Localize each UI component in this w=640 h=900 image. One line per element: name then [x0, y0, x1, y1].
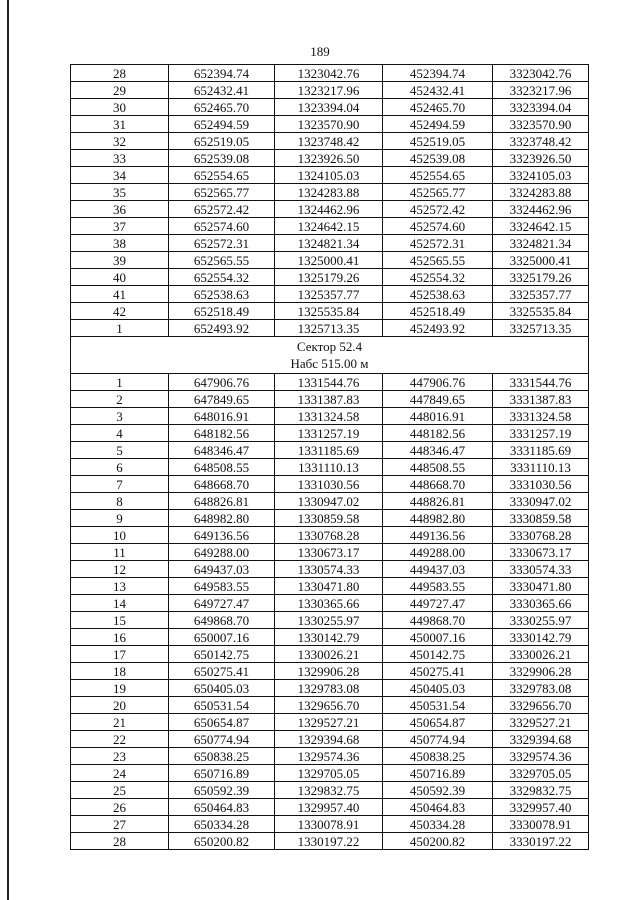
table-cell: 450838.25 — [383, 748, 493, 765]
table-cell: 1325179.26 — [275, 269, 383, 286]
table-cell: 1331544.76 — [275, 374, 383, 391]
table-cell: 12 — [71, 561, 169, 578]
table-cell: 650200.82 — [169, 833, 275, 850]
table-row — [71, 201, 589, 218]
table-cell: 650716.89 — [169, 765, 275, 782]
table-cell: 35 — [71, 184, 169, 201]
table-cell: 1323570.90 — [275, 116, 383, 133]
table-cell: 650531.54 — [169, 697, 275, 714]
table-cell: 1329527.21 — [275, 714, 383, 731]
table-cell: 650464.83 — [169, 799, 275, 816]
table-cell: 650774.94 — [169, 731, 275, 748]
table-cell: 650334.28 — [169, 816, 275, 833]
table-cell: 448982.80 — [383, 510, 493, 527]
table-cell: 8 — [71, 493, 169, 510]
table-cell: 450654.87 — [383, 714, 493, 731]
table-cell: 1325000.41 — [275, 252, 383, 269]
table-cell: 3323926.50 — [493, 150, 589, 167]
table-cell: 3323042.76 — [493, 65, 589, 82]
table-cell: 3329957.40 — [493, 799, 589, 816]
table-cell: 452565.55 — [383, 252, 493, 269]
table-cell: 40 — [71, 269, 169, 286]
table-cell: 450007.16 — [383, 629, 493, 646]
table-cell: 3329783.08 — [493, 680, 589, 697]
table-cell: 452538.63 — [383, 286, 493, 303]
table-cell: 42 — [71, 303, 169, 320]
table-cell: 449437.03 — [383, 561, 493, 578]
table-cell: 649288.00 — [169, 544, 275, 561]
table-cell: 1329656.70 — [275, 697, 383, 714]
table-cell: 23 — [71, 748, 169, 765]
table-cell: 3330255.97 — [493, 612, 589, 629]
table-cell: 22 — [71, 731, 169, 748]
table-cell: 4 — [71, 425, 169, 442]
table-cell: 650142.75 — [169, 646, 275, 663]
sector-subtitle: Набс 515.00 м — [290, 356, 369, 371]
table-cell: 1331324.58 — [275, 408, 383, 425]
table-cell: 1331185.69 — [275, 442, 383, 459]
table-row — [71, 476, 589, 493]
table-row — [71, 99, 589, 116]
table-cell: 29 — [71, 82, 169, 99]
table-cell: 17 — [71, 646, 169, 663]
table-cell: 652554.65 — [169, 167, 275, 184]
table-cell: 3330673.17 — [493, 544, 589, 561]
table-row — [71, 116, 589, 133]
table-cell: 648182.56 — [169, 425, 275, 442]
table-cell: 452572.31 — [383, 235, 493, 252]
table-cell: 652394.74 — [169, 65, 275, 82]
table-cell: 30 — [71, 99, 169, 116]
table-cell: 15 — [71, 612, 169, 629]
table-cell: 25 — [71, 782, 169, 799]
table-cell: 38 — [71, 235, 169, 252]
table-cell: 1324821.34 — [275, 235, 383, 252]
table-cell: 452432.41 — [383, 82, 493, 99]
table-cell: 3323217.96 — [493, 82, 589, 99]
table-cell: 3330078.91 — [493, 816, 589, 833]
table-cell: 652465.70 — [169, 99, 275, 116]
table-cell: 1329394.68 — [275, 731, 383, 748]
table-cell: 3330197.22 — [493, 833, 589, 850]
table-row — [71, 646, 589, 663]
table-cell: 448346.47 — [383, 442, 493, 459]
table-cell: 1 — [71, 320, 169, 337]
table-cell: 450405.03 — [383, 680, 493, 697]
table-cell: 1324283.88 — [275, 184, 383, 201]
table-cell: 1325713.35 — [275, 320, 383, 337]
table-cell: 450592.39 — [383, 782, 493, 799]
table-row — [71, 782, 589, 799]
table-cell: 3329574.36 — [493, 748, 589, 765]
table-cell: 9 — [71, 510, 169, 527]
table-cell: 650007.16 — [169, 629, 275, 646]
table-cell: 3329906.28 — [493, 663, 589, 680]
table-row — [71, 320, 589, 337]
table-cell: 13 — [71, 578, 169, 595]
table-cell: 449583.55 — [383, 578, 493, 595]
table-row — [71, 578, 589, 595]
table-row — [71, 184, 589, 201]
table-cell: 3330574.33 — [493, 561, 589, 578]
table-cell: 652494.59 — [169, 116, 275, 133]
table-body-top — [71, 65, 589, 337]
table-cell: 649136.56 — [169, 527, 275, 544]
table-cell: 452554.65 — [383, 167, 493, 184]
table-cell: 452518.49 — [383, 303, 493, 320]
table-cell: 1330859.58 — [275, 510, 383, 527]
table-cell: 19 — [71, 680, 169, 697]
table-cell: 652519.05 — [169, 133, 275, 150]
table-cell: 3324462.96 — [493, 201, 589, 218]
table-cell: 450200.82 — [383, 833, 493, 850]
table-cell: 1325535.84 — [275, 303, 383, 320]
table-row — [71, 544, 589, 561]
table-cell: 650654.87 — [169, 714, 275, 731]
table-cell: 452574.60 — [383, 218, 493, 235]
table-cell: 1331257.19 — [275, 425, 383, 442]
table-cell: 3324642.15 — [493, 218, 589, 235]
table-cell: 1324642.15 — [275, 218, 383, 235]
table-cell: 3323748.42 — [493, 133, 589, 150]
table-row — [71, 748, 589, 765]
table-cell: 1331110.13 — [275, 459, 383, 476]
table-cell: 452494.59 — [383, 116, 493, 133]
table-cell: 652572.42 — [169, 201, 275, 218]
table-cell: 34 — [71, 167, 169, 184]
table-cell: 448826.81 — [383, 493, 493, 510]
table-cell: 1 — [71, 374, 169, 391]
table-cell: 3329705.05 — [493, 765, 589, 782]
table-cell: 7 — [71, 476, 169, 493]
table-row — [71, 629, 589, 646]
table-cell: 1330574.33 — [275, 561, 383, 578]
scan-edge-line — [7, 0, 9, 900]
table-cell: 450275.41 — [383, 663, 493, 680]
table-cell: 652565.77 — [169, 184, 275, 201]
table-cell: 452519.05 — [383, 133, 493, 150]
table-row — [71, 799, 589, 816]
table-cell: 452394.74 — [383, 65, 493, 82]
table-cell: 21 — [71, 714, 169, 731]
table-cell: 3330142.79 — [493, 629, 589, 646]
table-cell: 650405.03 — [169, 680, 275, 697]
table-cell: 28 — [71, 833, 169, 850]
table-cell: 3325357.77 — [493, 286, 589, 303]
table-cell: 647849.65 — [169, 391, 275, 408]
table-cell: 3324105.03 — [493, 167, 589, 184]
table-cell: 3324821.34 — [493, 235, 589, 252]
table-cell: 652565.55 — [169, 252, 275, 269]
table-cell: 3330365.66 — [493, 595, 589, 612]
table-cell: 452565.77 — [383, 184, 493, 201]
table-row — [71, 391, 589, 408]
table-row — [71, 374, 589, 391]
table-cell: 650592.39 — [169, 782, 275, 799]
table-cell: 448016.91 — [383, 408, 493, 425]
table-cell: 1329832.75 — [275, 782, 383, 799]
table-cell: 1323217.96 — [275, 82, 383, 99]
table-cell: 450716.89 — [383, 765, 493, 782]
table-cell: 1323748.42 — [275, 133, 383, 150]
table-cell: 1331387.83 — [275, 391, 383, 408]
table-row — [71, 731, 589, 748]
table-row — [71, 167, 589, 184]
table-cell: 18 — [71, 663, 169, 680]
table-row — [71, 714, 589, 731]
table-cell: 650275.41 — [169, 663, 275, 680]
table-cell: 3325179.26 — [493, 269, 589, 286]
table-cell: 447849.65 — [383, 391, 493, 408]
table-cell: 647906.76 — [169, 374, 275, 391]
table-row — [71, 663, 589, 680]
table-row — [71, 65, 589, 82]
table-row — [71, 133, 589, 150]
table-cell: 3331110.13 — [493, 459, 589, 476]
table-row — [71, 510, 589, 527]
table-cell: 1330078.91 — [275, 816, 383, 833]
table-cell: 452539.08 — [383, 150, 493, 167]
table-row — [71, 82, 589, 99]
table-cell: 3325000.41 — [493, 252, 589, 269]
table-cell: 648016.91 — [169, 408, 275, 425]
table-cell: 32 — [71, 133, 169, 150]
page-number: 189 — [310, 44, 330, 59]
table-cell: 3330471.80 — [493, 578, 589, 595]
table-cell: 449868.70 — [383, 612, 493, 629]
table-cell: 652432.41 — [169, 82, 275, 99]
table-row — [71, 425, 589, 442]
table-cell: 649727.47 — [169, 595, 275, 612]
table-row — [71, 459, 589, 476]
table-cell: 3329394.68 — [493, 731, 589, 748]
table-cell: 450531.54 — [383, 697, 493, 714]
table-cell: 20 — [71, 697, 169, 714]
table-cell: 1323042.76 — [275, 65, 383, 82]
table-cell: 652572.31 — [169, 235, 275, 252]
table-cell: 648982.80 — [169, 510, 275, 527]
table-cell: 10 — [71, 527, 169, 544]
table-row — [71, 303, 589, 320]
table-cell: 31 — [71, 116, 169, 133]
table-row — [71, 150, 589, 167]
table-cell: 36 — [71, 201, 169, 218]
table-cell: 5 — [71, 442, 169, 459]
table-cell: 648508.55 — [169, 459, 275, 476]
table-cell: 1330673.17 — [275, 544, 383, 561]
table-cell: 452465.70 — [383, 99, 493, 116]
table-cell: 1329783.08 — [275, 680, 383, 697]
table-cell: 649868.70 — [169, 612, 275, 629]
table-row — [71, 269, 589, 286]
table-cell: 3330859.58 — [493, 510, 589, 527]
coordinates-table — [70, 64, 589, 850]
table-cell: 1330142.79 — [275, 629, 383, 646]
table-cell: 650838.25 — [169, 748, 275, 765]
table-body-bottom — [71, 374, 589, 850]
table-cell: 3323570.90 — [493, 116, 589, 133]
table-cell: 652554.32 — [169, 269, 275, 286]
table-cell: 39 — [71, 252, 169, 269]
table-cell: 450464.83 — [383, 799, 493, 816]
table-cell: 452554.32 — [383, 269, 493, 286]
table-row — [71, 252, 589, 269]
table-cell: 648826.81 — [169, 493, 275, 510]
table-cell: 1330768.28 — [275, 527, 383, 544]
table-cell: 3325713.35 — [493, 320, 589, 337]
table-cell: 3325535.84 — [493, 303, 589, 320]
table-cell: 1329957.40 — [275, 799, 383, 816]
table-row — [71, 765, 589, 782]
table-cell: 28 — [71, 65, 169, 82]
table-row — [71, 561, 589, 578]
table-cell: 449727.47 — [383, 595, 493, 612]
table-row — [71, 493, 589, 510]
table-cell: 449288.00 — [383, 544, 493, 561]
table-cell: 1330255.97 — [275, 612, 383, 629]
table-cell: 6 — [71, 459, 169, 476]
table-cell: 3331387.83 — [493, 391, 589, 408]
table-cell: 448182.56 — [383, 425, 493, 442]
table-cell: 2 — [71, 391, 169, 408]
table-cell: 1330947.02 — [275, 493, 383, 510]
table-cell: 1330365.66 — [275, 595, 383, 612]
table-cell: 3323394.04 — [493, 99, 589, 116]
table-cell: 3329656.70 — [493, 697, 589, 714]
table-row — [71, 235, 589, 252]
sector-title: Сектор 52.4 — [296, 339, 363, 354]
table-cell: 448508.55 — [383, 459, 493, 476]
table-row — [71, 612, 589, 629]
table-cell: 447906.76 — [383, 374, 493, 391]
table-cell: 3331257.19 — [493, 425, 589, 442]
table-cell: 450142.75 — [383, 646, 493, 663]
table-cell: 1323394.04 — [275, 99, 383, 116]
table-cell: 452493.92 — [383, 320, 493, 337]
table-cell: 1323926.50 — [275, 150, 383, 167]
table-row — [71, 833, 589, 850]
table-cell: 24 — [71, 765, 169, 782]
table-cell: 37 — [71, 218, 169, 235]
table-cell: 1330471.80 — [275, 578, 383, 595]
table-cell: 1331030.56 — [275, 476, 383, 493]
table-cell: 3330026.21 — [493, 646, 589, 663]
table-cell: 648346.47 — [169, 442, 275, 459]
table-cell: 652538.63 — [169, 286, 275, 303]
table-cell: 3331544.76 — [493, 374, 589, 391]
table-cell: 26 — [71, 799, 169, 816]
table-cell: 3324283.88 — [493, 184, 589, 201]
table-cell: 3331030.56 — [493, 476, 589, 493]
sector-header-group — [71, 337, 589, 374]
table-row — [71, 442, 589, 459]
table-row — [71, 816, 589, 833]
table-cell: 1325357.77 — [275, 286, 383, 303]
table-cell: 1330197.22 — [275, 833, 383, 850]
table-cell: 41 — [71, 286, 169, 303]
table-cell: 450334.28 — [383, 816, 493, 833]
table-cell: 3330947.02 — [493, 493, 589, 510]
table-cell: 3 — [71, 408, 169, 425]
table-cell: 16 — [71, 629, 169, 646]
table-cell: 1329906.28 — [275, 663, 383, 680]
sector-header-row — [71, 337, 589, 374]
table-cell: 3329832.75 — [493, 782, 589, 799]
table-cell: 27 — [71, 816, 169, 833]
table-cell: 652493.92 — [169, 320, 275, 337]
table-row — [71, 527, 589, 544]
table-cell: 3331324.58 — [493, 408, 589, 425]
table-cell: 450774.94 — [383, 731, 493, 748]
sector-header-cell — [71, 337, 589, 374]
table-cell: 649583.55 — [169, 578, 275, 595]
table-cell: 3329527.21 — [493, 714, 589, 731]
table-cell: 648668.70 — [169, 476, 275, 493]
table-row — [71, 218, 589, 235]
table-cell: 649437.03 — [169, 561, 275, 578]
table-cell: 452572.42 — [383, 201, 493, 218]
table-cell: 652518.49 — [169, 303, 275, 320]
table-cell: 1329574.36 — [275, 748, 383, 765]
table-cell: 1324105.03 — [275, 167, 383, 184]
table-row — [71, 595, 589, 612]
table-row — [71, 697, 589, 714]
table-cell: 1324462.96 — [275, 201, 383, 218]
table-cell: 3331185.69 — [493, 442, 589, 459]
table-cell: 652539.08 — [169, 150, 275, 167]
table-cell: 1329705.05 — [275, 765, 383, 782]
table-cell: 449136.56 — [383, 527, 493, 544]
table-row — [71, 408, 589, 425]
table-cell: 14 — [71, 595, 169, 612]
table-cell: 1330026.21 — [275, 646, 383, 663]
table-cell: 652574.60 — [169, 218, 275, 235]
table-row — [71, 286, 589, 303]
table-row — [71, 680, 589, 697]
table-cell: 448668.70 — [383, 476, 493, 493]
table-cell: 3330768.28 — [493, 527, 589, 544]
table-cell: 33 — [71, 150, 169, 167]
table-cell: 11 — [71, 544, 169, 561]
